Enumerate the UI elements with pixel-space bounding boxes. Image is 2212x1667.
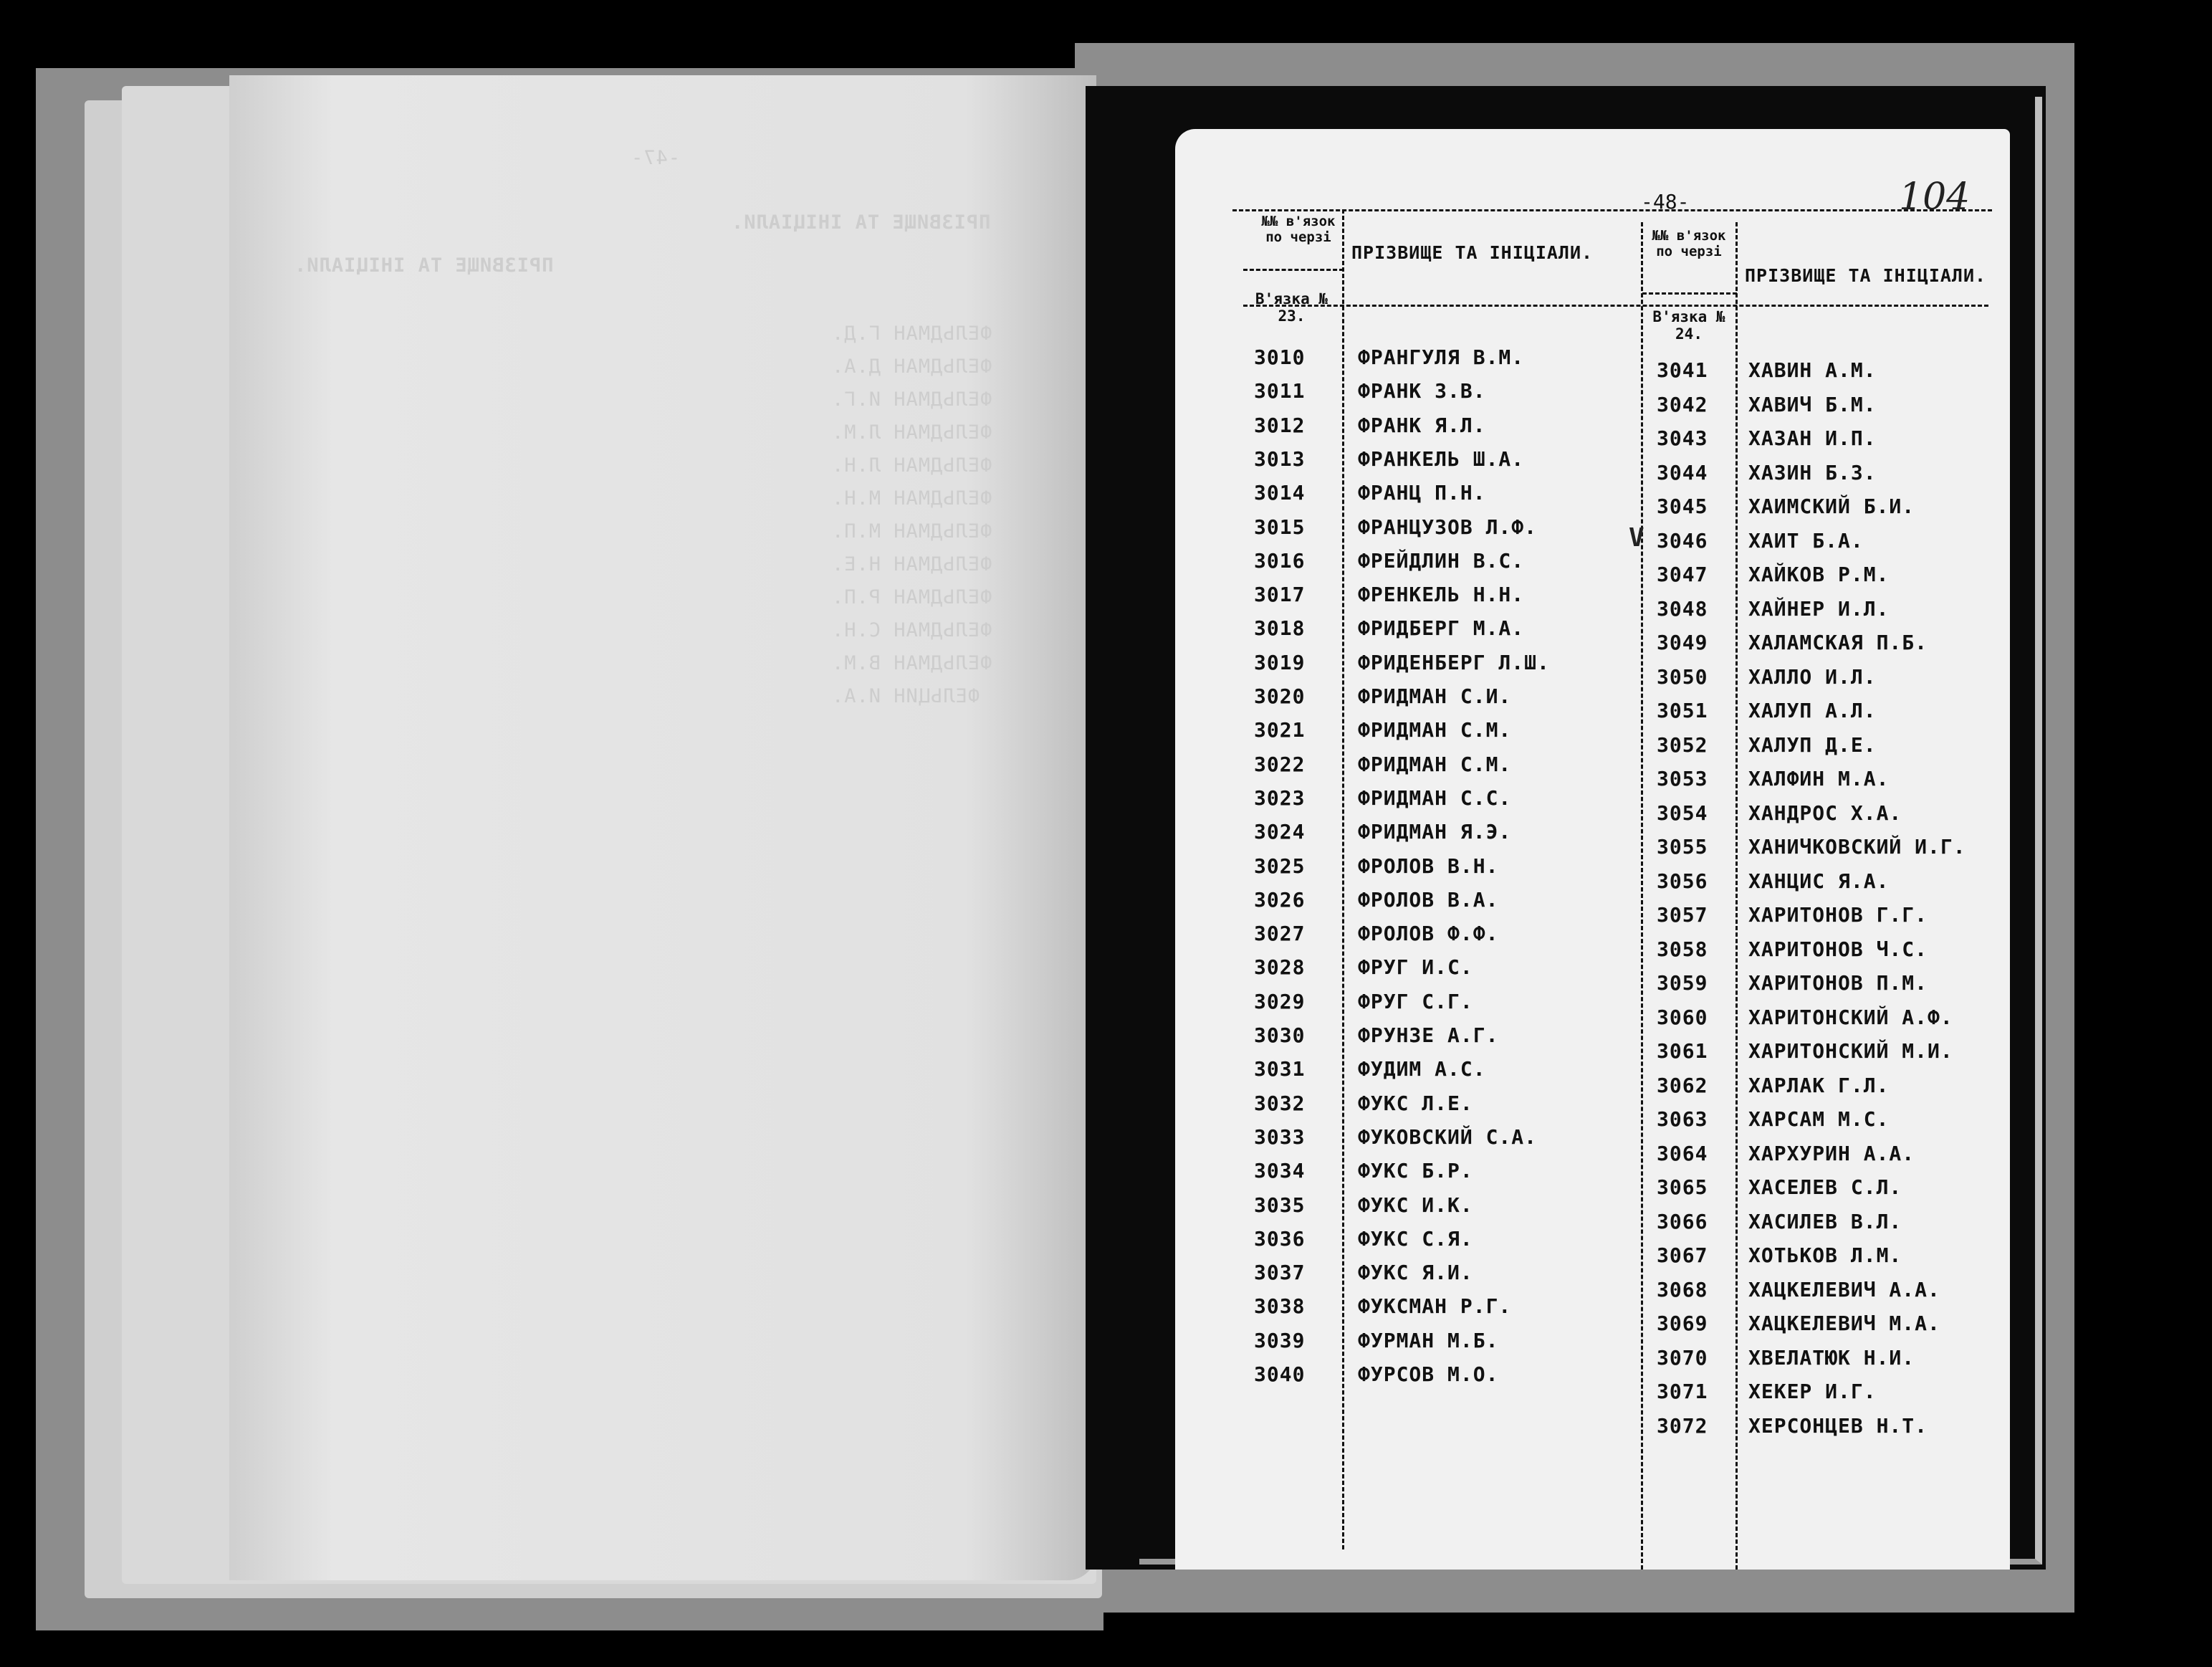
left-page-number: -47- — [631, 147, 681, 169]
case-number: 3015 — [1254, 515, 1306, 539]
left-header-name: ПРІЗВИЩЕ ТА ІНІЦІАЛИ. — [731, 211, 991, 234]
person-name: ФУРМАН М.Б. — [1358, 1328, 1499, 1352]
case-number: 3051 — [1657, 699, 1708, 722]
left-header-name-2: ПРІЗВИЩЕ ТА ІНІЦІАЛИ. — [294, 254, 554, 277]
person-name: ХАРИТОНОВ П.М. — [1748, 971, 1928, 995]
case-number: 3057 — [1657, 903, 1708, 927]
case-number: 3016 — [1254, 548, 1306, 573]
person-name: ФРЕЙДЛИН В.С. — [1358, 548, 1525, 573]
case-number: 3019 — [1254, 650, 1306, 674]
person-name: ХАРИТОНОВ Г.Г. — [1748, 903, 1928, 927]
ghost-line: ФЕЛЬДМАН Д.А. — [831, 355, 992, 378]
case-number: 3055 — [1657, 835, 1708, 859]
person-name: ФРИДМАН С.М. — [1358, 718, 1512, 742]
person-name: ХАРСАМ М.С. — [1748, 1107, 1890, 1131]
person-name: ХАЙНЕР И.Л. — [1748, 596, 1890, 621]
person-name: ФРИДМАН Я.Э. — [1358, 820, 1512, 844]
ghost-line: ФЕЛЬДМАН М.П. — [831, 520, 992, 543]
case-number: 3010 — [1254, 345, 1306, 369]
left-page — [229, 75, 1096, 1580]
person-name: ФРИДЕНБЕРГ Л.Ш. — [1358, 650, 1550, 674]
ghost-line: ФЕЛЬДМАН В.М. — [831, 652, 992, 674]
case-number: 3025 — [1254, 854, 1306, 878]
person-name: ФРИДМАН С.М. — [1358, 752, 1512, 776]
case-number: 3022 — [1254, 752, 1306, 776]
ghost-line: ФЕЛЬДМАН Л.М. — [831, 421, 992, 444]
header-sub-rule-1 — [1243, 269, 1344, 271]
case-number: 3064 — [1657, 1141, 1708, 1165]
col2-num-header: №№ в'язок по черзі — [1652, 228, 1726, 259]
person-name: ФУКС Л.Е. — [1358, 1091, 1473, 1115]
case-number: 3042 — [1657, 392, 1708, 416]
person-name: ХАРХУРИН А.А. — [1748, 1141, 1915, 1165]
ghost-line: ФЕЛЬДМАН И.Г. — [831, 388, 992, 411]
person-name: ФРАНК З.В. — [1358, 379, 1486, 403]
case-number: 3072 — [1657, 1413, 1708, 1438]
case-number: 3049 — [1657, 631, 1708, 654]
person-name: ФРАНЦУЗОВ Л.Ф. — [1358, 515, 1538, 539]
case-number: 3046 — [1657, 528, 1708, 553]
case-number: 3043 — [1657, 426, 1708, 450]
person-name: ХАИТ Б.А. — [1748, 528, 1864, 553]
person-name: ФРИДМАН С.И. — [1358, 684, 1512, 708]
person-name: ФРУГ С.Г. — [1358, 989, 1473, 1013]
case-number: 3061 — [1657, 1039, 1708, 1063]
case-number: 3017 — [1254, 583, 1306, 607]
case-number: 3045 — [1657, 495, 1708, 518]
register-sheet — [1175, 129, 2010, 1570]
person-name: ХАЛУП А.Л. — [1748, 699, 1877, 722]
person-name: ХАЛУП Д.Е. — [1748, 732, 1877, 757]
column-divider-3 — [1735, 222, 1738, 1570]
case-number: 3020 — [1254, 684, 1306, 708]
case-number: 3071 — [1657, 1380, 1708, 1403]
col1-name-header: ПРІЗВИЩЕ ТА ІНІЦІАЛИ. — [1351, 242, 1594, 263]
case-number: 3067 — [1657, 1243, 1708, 1267]
case-number: 3048 — [1657, 596, 1708, 621]
check-mark: V — [1629, 523, 1644, 553]
column-divider-1 — [1342, 209, 1344, 1549]
case-number: 3070 — [1657, 1345, 1708, 1370]
case-number: 3024 — [1254, 820, 1306, 844]
case-number: 3034 — [1254, 1159, 1306, 1183]
person-name: ФУКС И.К. — [1358, 1193, 1473, 1217]
case-number: 3060 — [1657, 1005, 1708, 1029]
handwritten-page-number: 104 — [1899, 176, 1971, 219]
person-name: ФРАНК Я.Л. — [1358, 413, 1486, 437]
case-number: 3028 — [1254, 955, 1306, 980]
person-name: ХАВИЧ Б.М. — [1748, 392, 1877, 416]
person-name: ХОТЬКОВ Л.М. — [1748, 1243, 1902, 1267]
person-name: ХАНИЧКОВСКИЙ И.Г. — [1748, 835, 1966, 859]
case-number: 3056 — [1657, 869, 1708, 893]
person-name: ХАВИН А.М. — [1748, 358, 1877, 382]
person-name: ФРИДМАН С.С. — [1358, 785, 1512, 810]
person-name: ФРУНЗЕ А.Г. — [1358, 1023, 1499, 1047]
person-name: ХАРИТОНОВ Ч.С. — [1748, 937, 1928, 961]
case-number: 3066 — [1657, 1209, 1708, 1233]
person-name: ФУКОВСКИЙ С.А. — [1358, 1124, 1538, 1149]
person-name: ФУКСМАН Р.Г. — [1358, 1294, 1512, 1319]
ghost-line: ФЕЛЬДМАН Л.Н. — [831, 454, 992, 477]
case-number: 3037 — [1254, 1261, 1306, 1285]
ghost-line: ФЕЛЬДМАН Р.П. — [831, 586, 992, 608]
case-number: 3069 — [1657, 1312, 1708, 1335]
case-number: 3027 — [1254, 922, 1306, 946]
case-number: 3012 — [1254, 413, 1306, 437]
case-number: 3058 — [1657, 937, 1708, 961]
person-name: ФУКС Б.Р. — [1358, 1159, 1473, 1183]
case-number: 3032 — [1254, 1091, 1306, 1115]
case-number: 3038 — [1254, 1294, 1306, 1319]
case-number: 3068 — [1657, 1277, 1708, 1301]
case-number: 3062 — [1657, 1073, 1708, 1097]
person-name: ХАНЦИС Я.А. — [1748, 869, 1890, 893]
col2-name-header: ПРІЗВИЩЕ ТА ІНІЦІАЛИ. — [1745, 265, 1987, 286]
case-number: 3035 — [1254, 1193, 1306, 1217]
page-number: -48- — [1641, 190, 1690, 214]
person-name: ФРУГ И.С. — [1358, 955, 1473, 980]
case-number: 3040 — [1254, 1362, 1306, 1386]
person-name: ФРОЛОВ В.А. — [1358, 887, 1499, 912]
col1-bundle: В'язка № 23. — [1255, 290, 1328, 325]
case-number: 3036 — [1254, 1226, 1306, 1251]
ghost-line: ФЕЛЬДМАН М.Н. — [831, 487, 992, 510]
header-top-rule — [1232, 209, 1992, 211]
case-number: 3013 — [1254, 446, 1306, 471]
person-name: ФУКС Я.И. — [1358, 1261, 1473, 1285]
person-name: ХАЛАМСКАЯ П.Б. — [1748, 631, 1928, 654]
ghost-line: ФЕЛЬДМАН Г.Д. — [831, 323, 992, 345]
case-number: 3011 — [1254, 379, 1306, 403]
person-name: ФУДИМ А.С. — [1358, 1057, 1486, 1081]
ghost-line: ФЕЛЬЦИН И.А. — [831, 685, 980, 707]
case-number: 3052 — [1657, 732, 1708, 757]
person-name: ХАИМСКИЙ Б.И. — [1748, 495, 1915, 518]
person-name: ФУКС С.Я. — [1358, 1226, 1473, 1251]
case-number: 3030 — [1254, 1023, 1306, 1047]
case-number: 3053 — [1657, 767, 1708, 790]
case-number: 3026 — [1254, 887, 1306, 912]
person-name: ФРАНКЕЛЬ Ш.А. — [1358, 446, 1525, 471]
case-number: 3063 — [1657, 1107, 1708, 1131]
person-name: ХВЕЛАТЮК Н.И. — [1748, 1345, 1915, 1370]
case-number: 3021 — [1254, 718, 1306, 742]
ghost-line: ФЕЛЬДМАН С.Н. — [831, 619, 992, 641]
case-number: 3031 — [1254, 1057, 1306, 1081]
case-number: 3039 — [1254, 1328, 1306, 1352]
person-name: ХЕКЕР И.Г. — [1748, 1380, 1877, 1403]
person-name: ФРАНЦ П.Н. — [1358, 481, 1486, 505]
case-number: 3023 — [1254, 785, 1306, 810]
col1-num-header: №№ в'язок по черзі — [1261, 214, 1336, 245]
person-name: ХАРИТОНСКИЙ А.Ф. — [1748, 1005, 1953, 1029]
col2-bundle: В'язка № 24. — [1652, 308, 1725, 343]
person-name: ФРИДБЕРГ М.А. — [1358, 616, 1525, 641]
header-sub-rule-2 — [1642, 292, 1737, 295]
person-name: ФРАНГУЛЯ В.М. — [1358, 345, 1525, 369]
case-number: 3050 — [1657, 664, 1708, 689]
case-number: 3044 — [1657, 460, 1708, 484]
person-name: ХАРИТОНСКИЙ М.И. — [1748, 1039, 1953, 1063]
person-name: ХАЗИН Б.З. — [1748, 460, 1877, 484]
person-name: ХАЗАН И.П. — [1748, 426, 1877, 450]
person-name: ХАЦКЕЛЕВИЧ А.А. — [1748, 1277, 1940, 1301]
case-number: 3065 — [1657, 1175, 1708, 1199]
person-name: ХЕРСОНЦЕВ Н.Т. — [1748, 1413, 1928, 1438]
case-number: 3033 — [1254, 1124, 1306, 1149]
person-name: ХАРЛАК Г.Л. — [1748, 1073, 1890, 1097]
column-divider-2 — [1641, 222, 1643, 1570]
person-name: ХАЦКЕЛЕВИЧ М.А. — [1748, 1312, 1940, 1335]
person-name: ХАЛФИН М.А. — [1748, 767, 1890, 790]
person-name: ФРОЛОВ В.Н. — [1358, 854, 1499, 878]
person-name: ХАЙКОВ Р.М. — [1748, 563, 1890, 586]
case-number: 3041 — [1657, 358, 1708, 382]
person-name: ФРЕНКЕЛЬ Н.Н. — [1358, 583, 1525, 607]
case-number: 3014 — [1254, 481, 1306, 505]
case-number: 3018 — [1254, 616, 1306, 641]
person-name: ФРОЛОВ Ф.Ф. — [1358, 922, 1499, 946]
ghost-line: ФЕЛЬДМАН Н.Е. — [831, 553, 992, 575]
case-number: 3029 — [1254, 989, 1306, 1013]
case-number: 3059 — [1657, 971, 1708, 995]
header-bottom-rule — [1243, 305, 1988, 307]
person-name: ФУРСОВ М.О. — [1358, 1362, 1499, 1386]
case-number: 3047 — [1657, 563, 1708, 586]
person-name: ХАСИЛЕВ В.Л. — [1748, 1209, 1902, 1233]
person-name: ХАЛЛО И.Л. — [1748, 664, 1877, 689]
person-name: ХАНДРОС Х.А. — [1748, 801, 1902, 825]
person-name: ХАСЕЛЕВ С.Л. — [1748, 1175, 1902, 1199]
case-number: 3054 — [1657, 801, 1708, 825]
